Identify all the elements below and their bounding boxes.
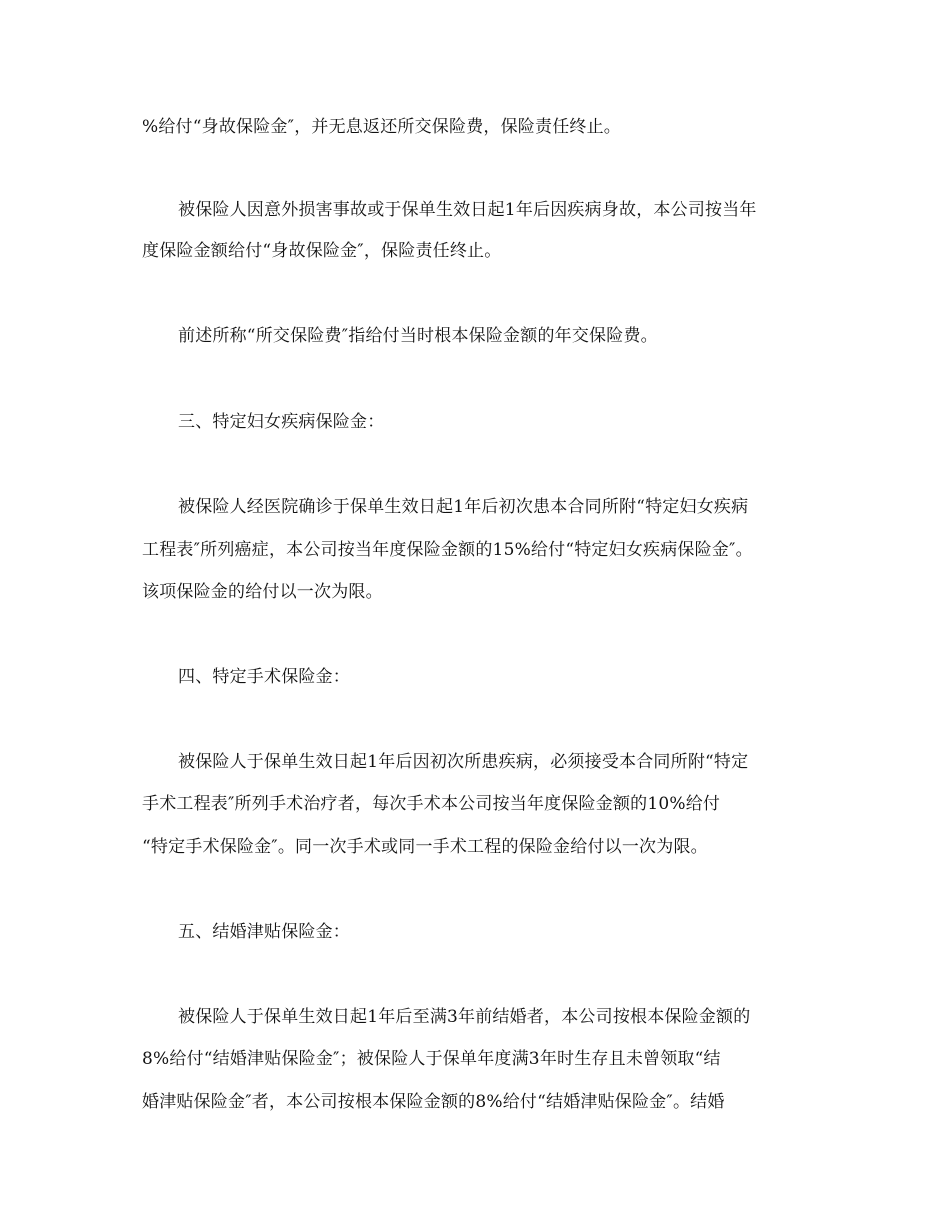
text-line: %给付“身故保险金″，并无息返还所交保险费，保险责任终止。 xyxy=(142,117,621,137)
text-line: 该项保险金的给付以一次为限。 xyxy=(142,582,383,602)
section-heading: 四、特定手术保险金： xyxy=(178,667,350,687)
text-line: 婚津贴保险金″者，本公司按根本保险金额的8%给付“结婚津贴保险金″。结婚 xyxy=(142,1092,725,1112)
text-line: 度保险金额给付“身故保险金″，保险责任终止。 xyxy=(142,241,502,261)
paragraph-line: 被保险人于保单生效日起1年后因初次所患疾病，必须接受本合同所附“特定 xyxy=(178,752,749,772)
paragraph-line: 被保险人因意外损害事故或于保单生效日起1年后因疾病身故，本公司按当年 xyxy=(178,200,757,220)
text-line: 手术工程表″所列手术治疗者，每次手术本公司按当年度保险金额的10%给付 xyxy=(142,794,721,814)
paragraph-line: 前述所称“所交保险费″指给付当时根本保险金额的年交保险费。 xyxy=(178,326,658,346)
section-heading: 三、特定妇女疾病保险金： xyxy=(178,412,385,432)
text-line: 8%给付“结婚津贴保险金″；被保险人于保单年度满3年时生存且未曾领取“结 xyxy=(142,1049,721,1069)
section-heading: 五、结婚津贴保险金： xyxy=(178,922,350,942)
paragraph-line: 被保险人于保单生效日起1年后至满3年前结婚者，本公司按根本保险金额的 xyxy=(178,1007,751,1027)
paragraph-line: 被保险人经医院确诊于保单生效日起1年后初次患本合同所附“特定妇女疾病 xyxy=(178,497,749,517)
text-line: “特定手术保险金″。同一次手术或同一手术工程的保险金给付以一次为限。 xyxy=(142,837,708,857)
text-line: 工程表″所列癌症，本公司按当年度保险金额的15%给付“特定妇女疾病保险金″。 xyxy=(142,540,753,560)
